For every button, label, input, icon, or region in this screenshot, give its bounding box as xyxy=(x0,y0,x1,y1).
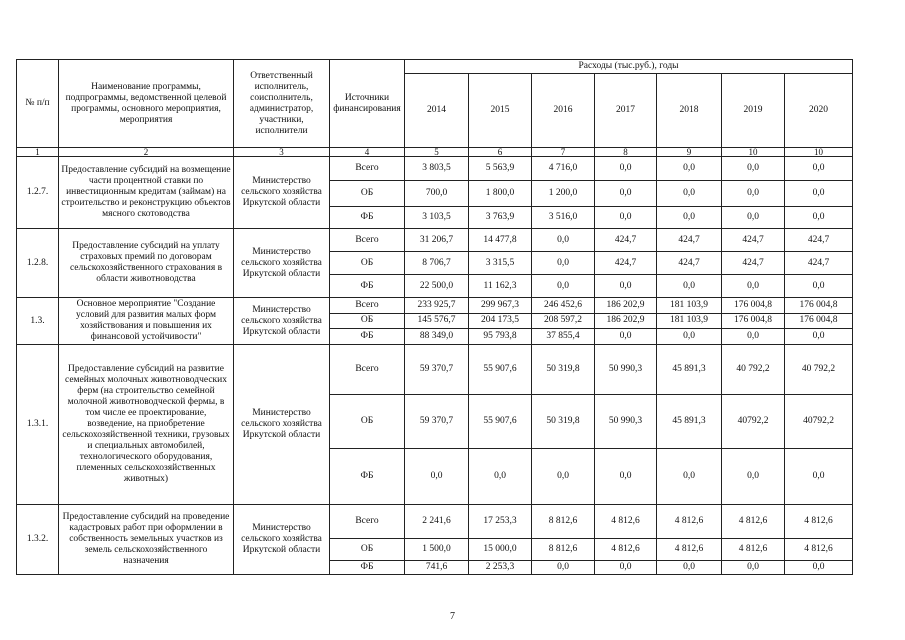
amount-cell: 176 004,8 xyxy=(722,298,785,314)
row-responsible: Министерство сельского хозяйства Иркутской области xyxy=(234,298,330,345)
amount-cell: 0,0 xyxy=(722,449,785,505)
amount-cell: 0,0 xyxy=(595,449,657,505)
amount-cell: 55 907,6 xyxy=(469,345,532,395)
amount-cell: 0,0 xyxy=(722,275,785,298)
header-expenses: Расходы (тыс.руб.), годы xyxy=(405,60,853,74)
column-number: 10 xyxy=(785,148,853,157)
table-row xyxy=(17,157,853,181)
column-numbers-row xyxy=(17,148,853,157)
column-number: 4 xyxy=(330,148,405,157)
header-name: Наименование программы, подпрограммы, ведомственной целевой программы, основного мероприятия, мероприятия xyxy=(59,60,234,148)
amount-cell: 4 812,6 xyxy=(722,505,785,539)
funding-source: Всего xyxy=(330,505,405,539)
amount-cell: 208 597,2 xyxy=(532,313,595,329)
amount-cell: 37 855,4 xyxy=(532,329,595,345)
amount-cell: 3 763,9 xyxy=(469,207,532,229)
amount-cell: 50 990,3 xyxy=(595,345,657,395)
amount-cell: 45 891,3 xyxy=(657,395,722,449)
row-responsible: Министерство сельского хозяйства Иркутской области xyxy=(234,505,330,575)
amount-cell: 424,7 xyxy=(595,229,657,252)
amount-cell: 176 004,8 xyxy=(722,313,785,329)
amount-cell: 4 812,6 xyxy=(785,505,853,539)
header-year: 2019 xyxy=(722,74,785,148)
column-number: 3 xyxy=(234,148,330,157)
table-row xyxy=(17,298,853,314)
amount-cell: 15 000,0 xyxy=(469,539,532,561)
amount-cell: 0,0 xyxy=(469,449,532,505)
table-row xyxy=(17,229,853,252)
amount-cell: 17 253,3 xyxy=(469,505,532,539)
amount-cell: 55 907,6 xyxy=(469,395,532,449)
amount-cell: 0,0 xyxy=(532,229,595,252)
amount-cell: 424,7 xyxy=(657,229,722,252)
amount-cell: 424,7 xyxy=(595,252,657,275)
amount-cell: 0,0 xyxy=(785,275,853,298)
funding-source: ФБ xyxy=(330,207,405,229)
amount-cell: 0,0 xyxy=(657,329,722,345)
funding-source: ОБ xyxy=(330,313,405,329)
amount-cell: 0,0 xyxy=(722,561,785,575)
header-no: № п/п xyxy=(17,60,59,148)
amount-cell: 3 516,0 xyxy=(532,207,595,229)
row-responsible: Министерство сельского хозяйства Иркутской области xyxy=(234,229,330,298)
row-name: Предоставление субсидий на уплату страховых премий по договорам сельскохозяйственного страхования в области животноводства xyxy=(59,229,234,298)
row-name: Предоставление субсидий на проведение кадастровых работ при оформлении в собственность земельных участков из земель сельскохозяйственного назначения xyxy=(59,505,234,575)
amount-cell: 8 812,6 xyxy=(532,539,595,561)
header-sources: Источники финансирования xyxy=(330,60,405,148)
row-responsible: Министерство сельского хозяйства Иркутской области xyxy=(234,157,330,229)
amount-cell: 0,0 xyxy=(595,275,657,298)
amount-cell: 0,0 xyxy=(785,561,853,575)
header-year: 2020 xyxy=(785,74,853,148)
amount-cell: 0,0 xyxy=(405,449,469,505)
row-number: 1.3. xyxy=(17,298,59,345)
amount-cell: 2 241,6 xyxy=(405,505,469,539)
amount-cell: 4 812,6 xyxy=(657,539,722,561)
amount-cell: 3 315,5 xyxy=(469,252,532,275)
amount-cell: 741,6 xyxy=(405,561,469,575)
amount-cell: 0,0 xyxy=(785,329,853,345)
amount-cell: 0,0 xyxy=(532,275,595,298)
row-number: 1.3.2. xyxy=(17,505,59,575)
amount-cell: 0,0 xyxy=(785,157,853,181)
amount-cell: 0,0 xyxy=(595,561,657,575)
header-responsible: Ответственный исполнитель, соисполнитель, администратор, участники, исполнители xyxy=(234,60,330,148)
amount-cell: 233 925,7 xyxy=(405,298,469,314)
header-year: 2018 xyxy=(657,74,722,148)
amount-cell: 3 803,5 xyxy=(405,157,469,181)
amount-cell: 40792,2 xyxy=(785,395,853,449)
amount-cell: 181 103,9 xyxy=(657,313,722,329)
amount-cell: 204 173,5 xyxy=(469,313,532,329)
amount-cell: 3 103,5 xyxy=(405,207,469,229)
amount-cell: 50 990,3 xyxy=(595,395,657,449)
amount-cell: 8 706,7 xyxy=(405,252,469,275)
amount-cell: 5 563,9 xyxy=(469,157,532,181)
amount-cell: 299 967,3 xyxy=(469,298,532,314)
header-year: 2017 xyxy=(595,74,657,148)
funding-source: ФБ xyxy=(330,561,405,575)
column-number: 5 xyxy=(405,148,469,157)
amount-cell: 181 103,9 xyxy=(657,298,722,314)
column-number: 7 xyxy=(532,148,595,157)
amount-cell: 0,0 xyxy=(657,275,722,298)
amount-cell: 424,7 xyxy=(785,252,853,275)
amount-cell: 0,0 xyxy=(532,561,595,575)
table-row xyxy=(17,345,853,395)
amount-cell: 4 812,6 xyxy=(722,539,785,561)
amount-cell: 0,0 xyxy=(722,207,785,229)
funding-source: ОБ xyxy=(330,539,405,561)
amount-cell: 176 004,8 xyxy=(785,313,853,329)
amount-cell: 4 812,6 xyxy=(595,539,657,561)
amount-cell: 145 576,7 xyxy=(405,313,469,329)
amount-cell: 22 500,0 xyxy=(405,275,469,298)
amount-cell: 59 370,7 xyxy=(405,345,469,395)
amount-cell: 59 370,7 xyxy=(405,395,469,449)
amount-cell: 424,7 xyxy=(657,252,722,275)
amount-cell: 4 716,0 xyxy=(532,157,595,181)
amount-cell: 0,0 xyxy=(532,252,595,275)
header-year: 2014 xyxy=(405,74,469,148)
budget-table xyxy=(16,59,853,575)
amount-cell: 40 792,2 xyxy=(785,345,853,395)
funding-source: Всего xyxy=(330,298,405,314)
amount-cell: 95 793,8 xyxy=(469,329,532,345)
amount-cell: 0,0 xyxy=(595,181,657,207)
amount-cell: 186 202,9 xyxy=(595,298,657,314)
funding-source: Всего xyxy=(330,229,405,252)
amount-cell: 424,7 xyxy=(722,252,785,275)
amount-cell: 11 162,3 xyxy=(469,275,532,298)
amount-cell: 186 202,9 xyxy=(595,313,657,329)
funding-source: ФБ xyxy=(330,275,405,298)
row-name: Предоставление субсидий на развитие семейных молочных животноводческих ферм (на строительство семейной молочной животноводческой фермы, в том числе ее проектирование, возведение, на приобретение сельскохозяйственной техники, грузовых и специальных автомобилей, технологического оборудования, племенных сельскохозяйственных животных) xyxy=(59,345,234,505)
column-number: 10 xyxy=(722,148,785,157)
amount-cell: 0,0 xyxy=(785,181,853,207)
column-number: 6 xyxy=(469,148,532,157)
amount-cell: 50 319,8 xyxy=(532,395,595,449)
amount-cell: 0,0 xyxy=(657,449,722,505)
funding-source: Всего xyxy=(330,157,405,181)
page-number: 7 xyxy=(450,611,455,622)
funding-source: ОБ xyxy=(330,395,405,449)
funding-source: ФБ xyxy=(330,449,405,505)
amount-cell: 14 477,8 xyxy=(469,229,532,252)
row-number: 1.2.7. xyxy=(17,157,59,229)
amount-cell: 0,0 xyxy=(722,157,785,181)
funding-source: ОБ xyxy=(330,181,405,207)
amount-cell: 424,7 xyxy=(722,229,785,252)
amount-cell: 0,0 xyxy=(595,207,657,229)
amount-cell: 424,7 xyxy=(785,229,853,252)
amount-cell: 0,0 xyxy=(532,449,595,505)
amount-cell: 0,0 xyxy=(785,207,853,229)
row-responsible: Министерство сельского хозяйства Иркутской области xyxy=(234,345,330,505)
amount-cell: 246 452,6 xyxy=(532,298,595,314)
column-number: 2 xyxy=(59,148,234,157)
row-name: Основное мероприятие "Создание условий для развития малых форм хозяйствования и повышения их финансовой устойчивости" xyxy=(59,298,234,345)
amount-cell: 0,0 xyxy=(722,181,785,207)
amount-cell: 40792,2 xyxy=(722,395,785,449)
column-number: 8 xyxy=(595,148,657,157)
amount-cell: 0,0 xyxy=(785,449,853,505)
amount-cell: 0,0 xyxy=(657,207,722,229)
amount-cell: 4 812,6 xyxy=(785,539,853,561)
amount-cell: 45 891,3 xyxy=(657,345,722,395)
amount-cell: 0,0 xyxy=(595,329,657,345)
funding-source: Всего xyxy=(330,345,405,395)
amount-cell: 700,0 xyxy=(405,181,469,207)
amount-cell: 1 500,0 xyxy=(405,539,469,561)
amount-cell: 40 792,2 xyxy=(722,345,785,395)
row-name: Предоставление субсидий на возмещение части процентной ставки по инвестиционным кредитам (займам) на строительство и реконструкцию объектов мясного скотоводства xyxy=(59,157,234,229)
amount-cell: 50 319,8 xyxy=(532,345,595,395)
amount-cell: 88 349,0 xyxy=(405,329,469,345)
amount-cell: 1 800,0 xyxy=(469,181,532,207)
amount-cell: 2 253,3 xyxy=(469,561,532,575)
amount-cell: 176 004,8 xyxy=(785,298,853,314)
row-number: 1.2.8. xyxy=(17,229,59,298)
amount-cell: 4 812,6 xyxy=(657,505,722,539)
table-header xyxy=(17,60,853,148)
table-row xyxy=(17,505,853,539)
amount-cell: 4 812,6 xyxy=(595,505,657,539)
amount-cell: 0,0 xyxy=(657,181,722,207)
amount-cell: 0,0 xyxy=(657,561,722,575)
row-number: 1.3.1. xyxy=(17,345,59,505)
header-year: 2015 xyxy=(469,74,532,148)
column-number: 1 xyxy=(17,148,59,157)
amount-cell: 0,0 xyxy=(595,157,657,181)
funding-source: ОБ xyxy=(330,252,405,275)
column-number: 9 xyxy=(657,148,722,157)
amount-cell: 31 206,7 xyxy=(405,229,469,252)
amount-cell: 8 812,6 xyxy=(532,505,595,539)
amount-cell: 0,0 xyxy=(722,329,785,345)
funding-source: ФБ xyxy=(330,329,405,345)
header-year: 2016 xyxy=(532,74,595,148)
amount-cell: 1 200,0 xyxy=(532,181,595,207)
amount-cell: 0,0 xyxy=(657,157,722,181)
